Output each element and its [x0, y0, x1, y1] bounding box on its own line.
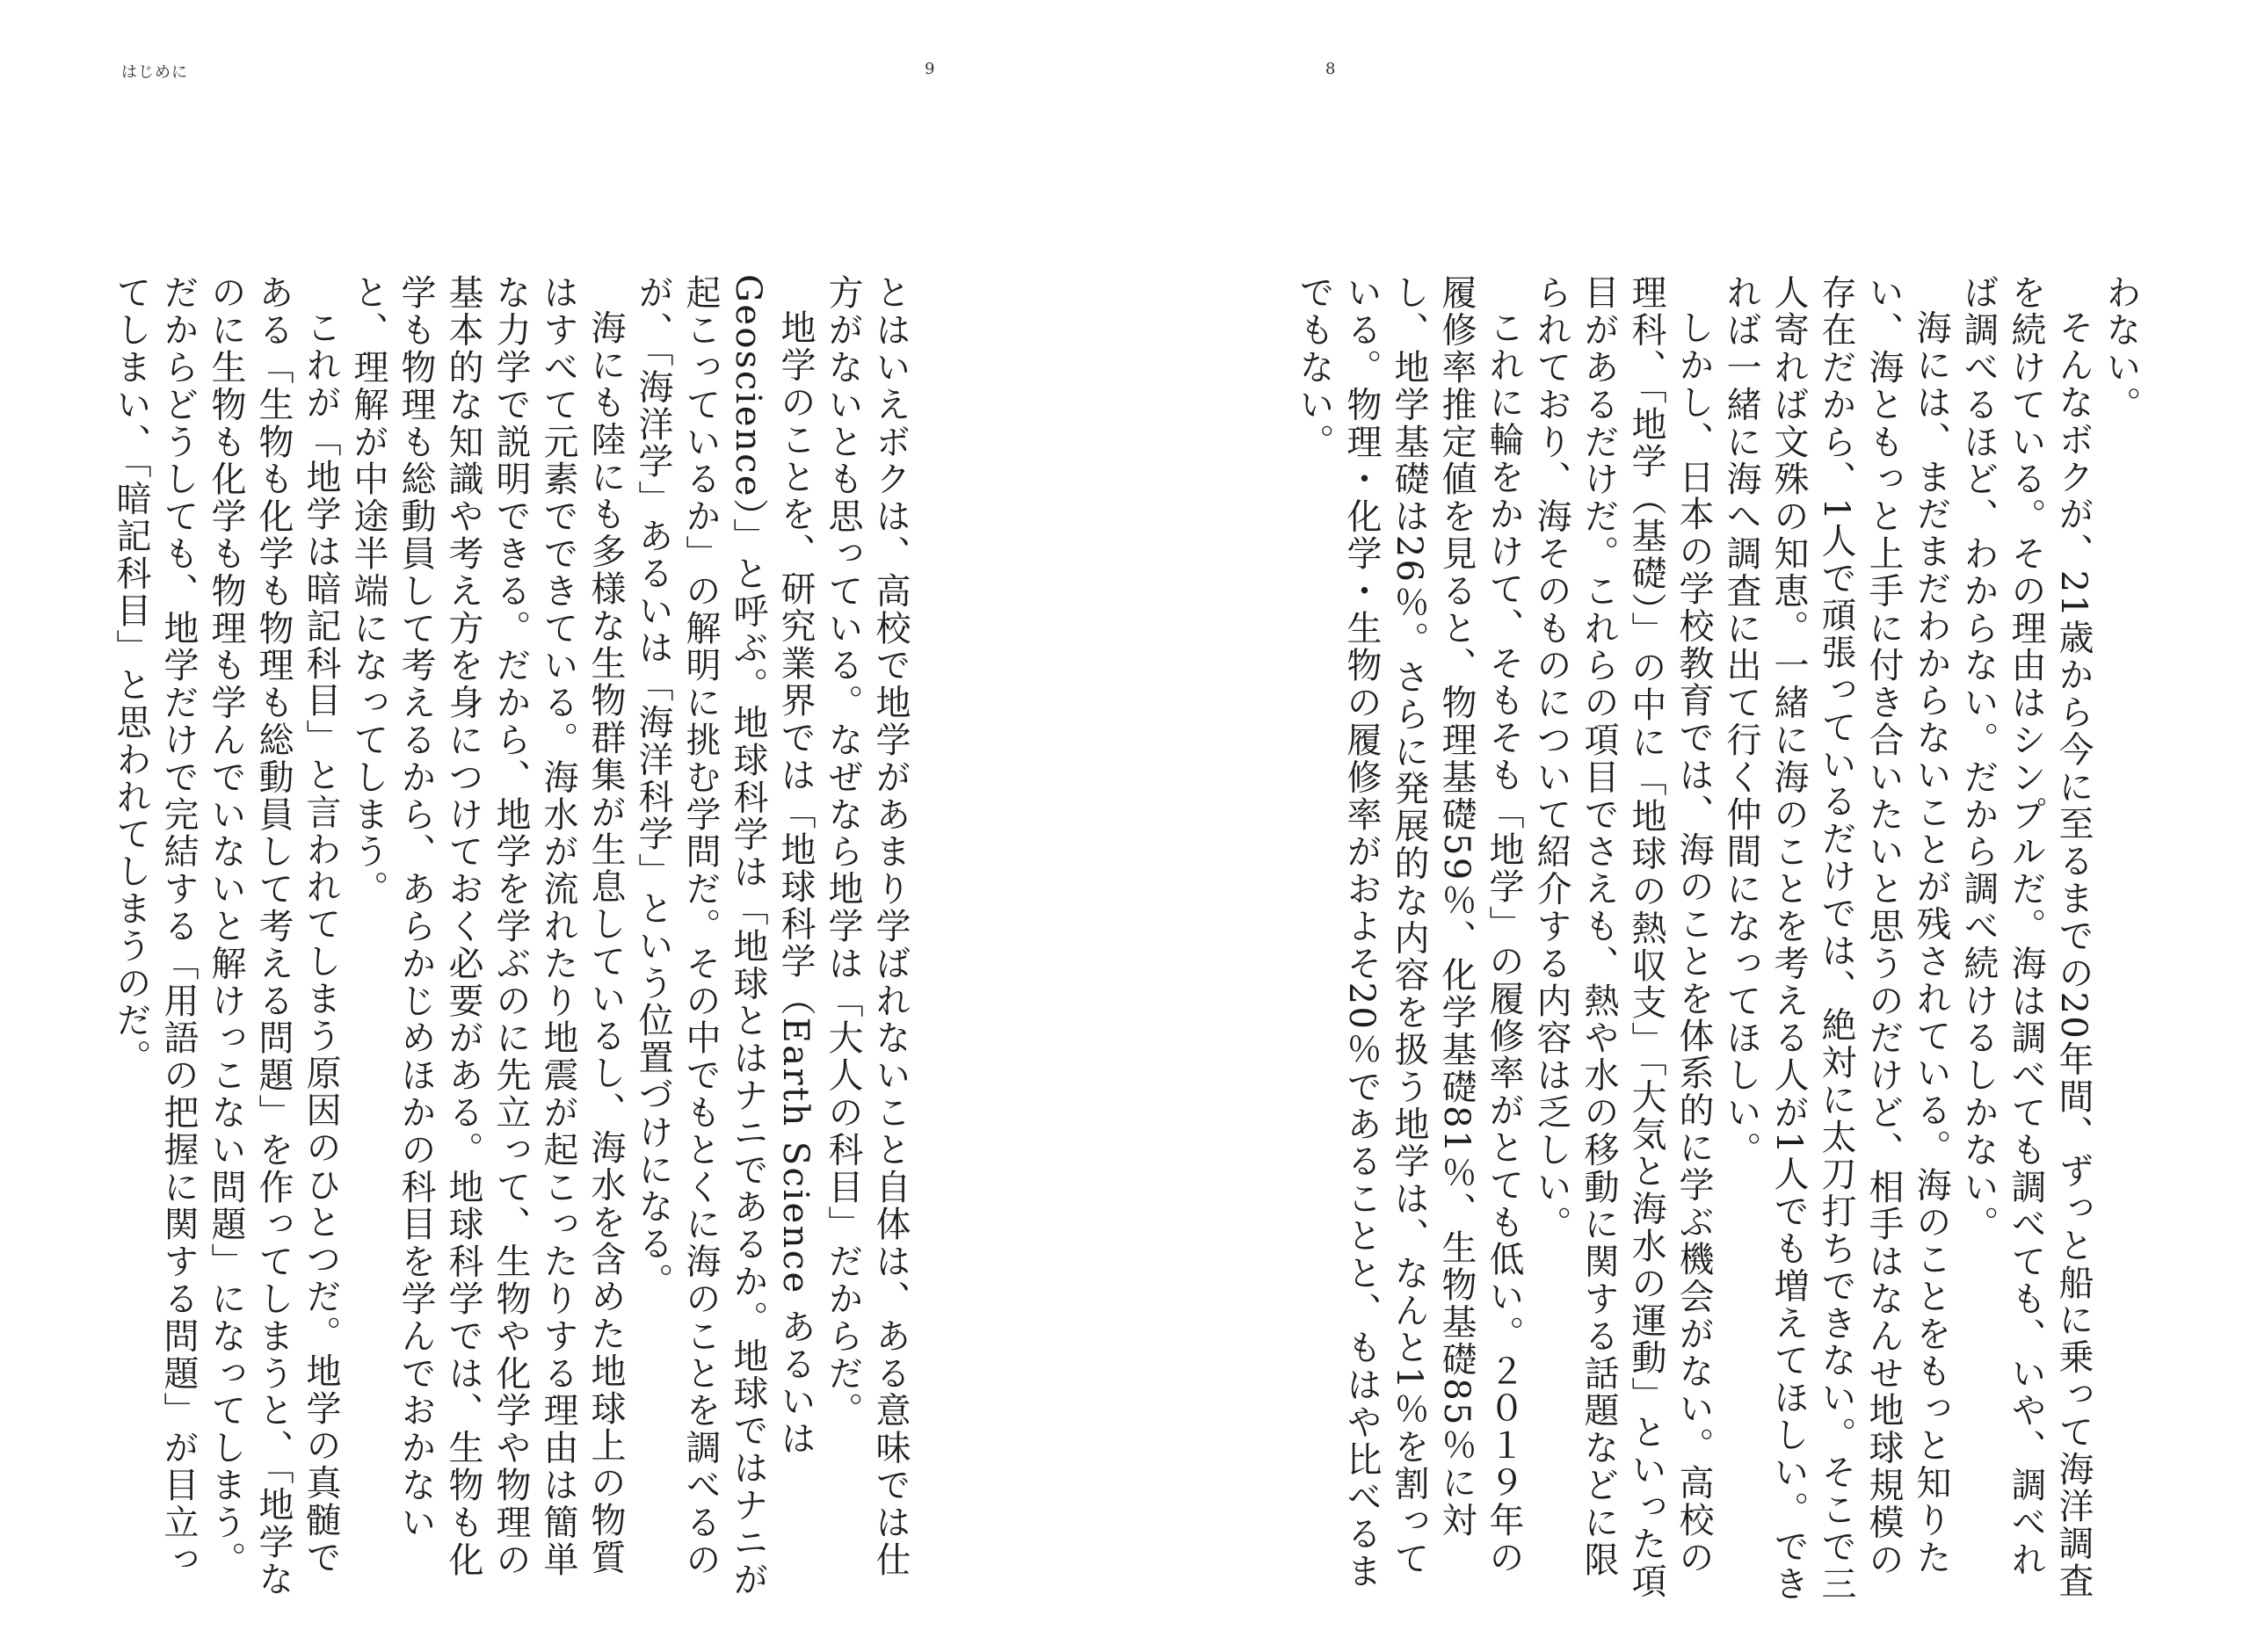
paragraph: とはいえボクは、高校で地学があまり学ばれないこと自体は、ある意味では仕方がないとも思っている。なぜなら地学は「大人の科目」だからだ。 — [823, 274, 911, 1578]
running-head: はじめに — [121, 63, 188, 82]
page-number-right: 8 — [1325, 60, 1337, 78]
paragraph: そんなボクが、21歳から今に至るまでの20年間、ずっと船に乗って海洋調査を続けている。その理由はシンプルだ。海は調べても調べても、いや、調べれば調べるほど、わからない。だから調べ続けるしかない。 — [1958, 274, 2094, 1600]
page-number-left: 9 — [925, 60, 936, 78]
paragraph: わない。 — [2101, 274, 2141, 424]
left-page-body — [111, 274, 914, 1610]
paragraph: 地学のことを、研究業界では「地球科学（Earth Science あるいは Geoscience）」と呼ぶ。地球科学は「地球とはナニであるか。地球ではナニが起こっているか」の解明に挑む学問だ。その中でもとくに海のことを調べるのが、「海洋学」あるいは「海洋科学」という位置づけになる。 — [633, 274, 816, 1598]
right-page-body — [1294, 274, 2145, 1610]
paragraph: 海には、まだまだわからないことが残されている。海のことをもっと知りたい、海ともっと上手に付き合いたいと思うのだけど、相手はなんせ地球規模の存在だから、1人で頑張っているだけでは、絶対に太刀打ちできない。そこで三人寄れば文殊の知恵。一緒に海のことを考える人が1人でも増えてほしい。できれば一緒に海へ調査に出て行く仲間になってほしい。 — [1721, 274, 1951, 1603]
paragraph: しかし、日本の学校教育では、海のことを体系的に学ぶ機会がない。高校の理科、「地学（基礎）」の中に「地球の熱収支」「大気と海水の運動」といった項目があるだけだ。これらの項目でさえも、熱や水の移動に関する話題などに限られており、海そのものについて紹介する内容は乏しい。 — [1531, 274, 1714, 1600]
paragraph: 海にも陸にも多様な生物群集が生息しているし、海水を含めた地球上の物質はすべて元素でできている。海水が流れたり地震が起こったりする理由は簡単な力学で説明できる。だから、地学を学ぶのに先立って、生物や化学や物理の基本的な知識や考え方を身につけておく必要がある。地球科学では、生物も化学も物理も総動員して考えるから、あらかじめほかの科目を学んでおかないと、理解が中途半端になってしまう。 — [348, 274, 626, 1578]
paragraph: これが「地学は暗記科目」と言われてしまう原因のひとつだ。地学の真髄である「生物も化学も物理も総動員して考える問題」を作ってしまうと、「地学なのに生物も化学も物理も学んでいないと解けっこない問題」になってしまう。だからどうしても、地学だけで完結する「用語の把握に関する問題」が目立ってしまい、「暗記科目」と思われてしまうのだ。 — [111, 274, 341, 1598]
paragraph: これに輪をかけて、そもそも「地学」の履修率がとても低い。２０１９年の履修率推定値を見ると、物理基礎59％、化学基礎81％、生物基礎85％に対し、地学基礎は26％。さらに発展的な内容を扱う地学は、なんと1％を割っている。物理・化学・生物の履修率がおよそ20％であることと、もはや比べるまでもない。 — [1294, 274, 1524, 1590]
